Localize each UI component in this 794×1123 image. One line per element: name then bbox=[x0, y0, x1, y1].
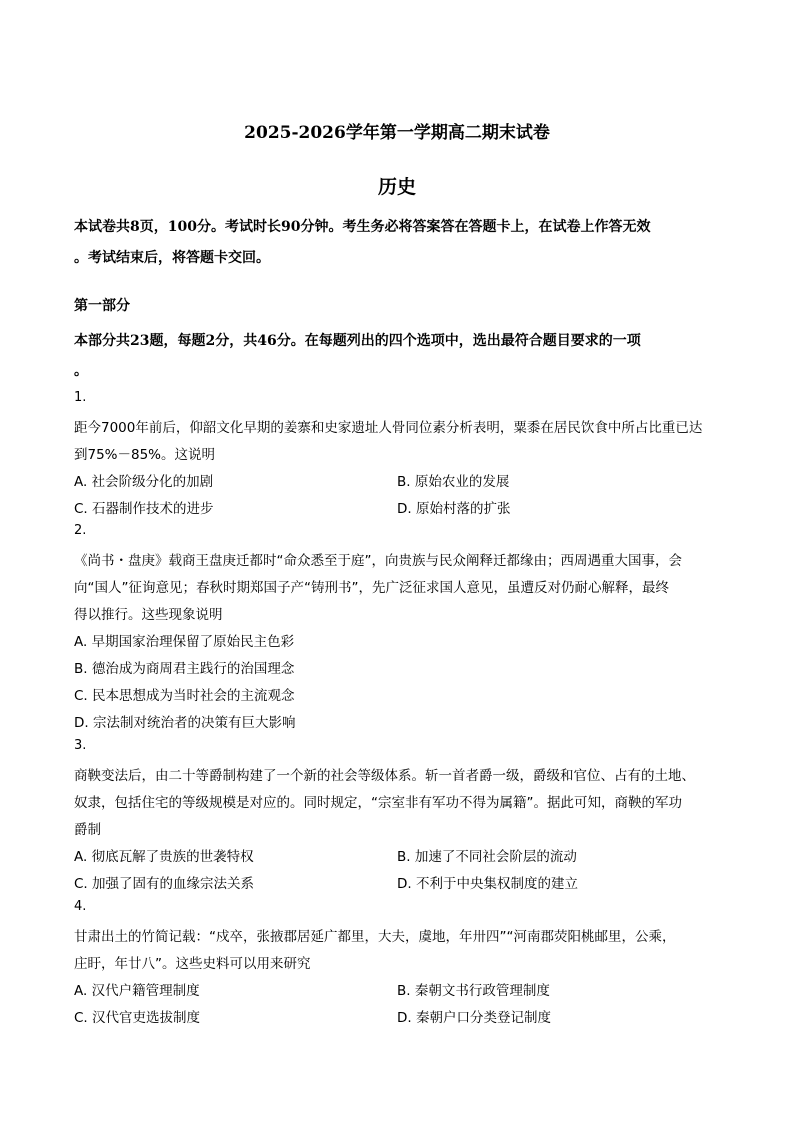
question-stem-line: 奴隶，包括住宅的等级规模是对应的。同时规定，“宗室非有军功不得为属籍”。据此可知，商鞅的军功 bbox=[74, 795, 682, 811]
option-c: C. 汉代官吏选拔制度 bbox=[74, 1010, 201, 1026]
option-c: C. 民本思想成为当时社会的主流观念 bbox=[74, 688, 295, 704]
question-number: 2. bbox=[74, 523, 87, 538]
question-stem-line: 得以推行。这些现象说明 bbox=[74, 607, 223, 623]
instructions-line-1: 本试卷共8页，100分。考试时长90分钟。考生务必将答案答在答题卡上，在试卷上作答无效 bbox=[74, 219, 651, 235]
part-heading: 第一部分 bbox=[74, 298, 130, 314]
option-d: D. 不利于中央集权制度的建立 bbox=[397, 876, 578, 892]
part-description-line-2: 。 bbox=[74, 363, 88, 379]
question-stem-line: 甘肃出土的竹简记载：“戍卒，张掖郡居延广都里，大夫，虞地，年卅四”“河南郡荧阳桃邮里，公乘， bbox=[74, 929, 676, 945]
option-b: B. 原始农业的发展 bbox=[397, 474, 510, 490]
question-number: 3. bbox=[74, 738, 87, 753]
option-a: A. 彻底瓦解了贵族的世袭特权 bbox=[74, 849, 254, 865]
question-stem-line: 距今7000年前后，仰韶文化早期的姜寨和史家遗址人骨同位素分析表明，粟黍在居民饮食中所占比重已达 bbox=[74, 420, 703, 436]
option-a: A. 汉代户籍管理制度 bbox=[74, 983, 200, 999]
subject-title: 历史 bbox=[377, 176, 416, 198]
question-number: 4. bbox=[74, 899, 87, 914]
option-d: D. 原始村落的扩张 bbox=[397, 501, 511, 517]
part-description-line-1: 本部分共23题，每题2分，共46分。在每题列出的四个选项中，选出最符合题目要求的一项 bbox=[74, 333, 641, 349]
question-stem-line: 《尚书・盘庚》载商王盘庚迁都时“命众悉至于庭”，向贵族与民众阐释迁都缘由；西周遇重大国事，会 bbox=[74, 553, 682, 569]
option-c: C. 加强了固有的血缘宗法关系 bbox=[74, 876, 255, 892]
option-a: A. 社会阶级分化的加剧 bbox=[74, 474, 214, 490]
option-d: D. 秦朝户口分类登记制度 bbox=[397, 1010, 551, 1026]
exam-title: 2025-2026学年第一学期高二期末试卷 bbox=[244, 123, 550, 143]
option-a: A. 早期国家治理保留了原始民主色彩 bbox=[74, 634, 295, 650]
option-d: D. 宗法制对统治者的决策有巨大影响 bbox=[74, 715, 296, 731]
question-number: 1. bbox=[74, 390, 87, 405]
question-stem-line: 向“国人”征询意见；春秋时期郑国子产“铸刑书”，先广泛征求国人意见，虽遭反对仍耐心解释，最终 bbox=[74, 580, 669, 596]
question-stem-line: 爵制 bbox=[74, 822, 101, 838]
question-stem-line: 到75%－85%。这说明 bbox=[74, 447, 216, 463]
question-stem-line: 庄盱，年廿八”。这些史料可以用来研究 bbox=[74, 956, 311, 972]
option-c: C. 石器制作技术的进步 bbox=[74, 501, 214, 517]
option-b: B. 秦朝文书行政管理制度 bbox=[397, 983, 550, 999]
option-b: B. 德治成为商周君主践行的治国理念 bbox=[74, 661, 295, 677]
instructions-line-2: 。考试结束后，将答题卡交回。 bbox=[74, 250, 270, 266]
option-b: B. 加速了不同社会阶层的流动 bbox=[397, 849, 577, 865]
question-stem-line: 商鞅变法后，由二十等爵制构建了一个新的社会等级体系。斩一首者爵一级，爵级和官位、占有的土地、 bbox=[74, 768, 695, 784]
